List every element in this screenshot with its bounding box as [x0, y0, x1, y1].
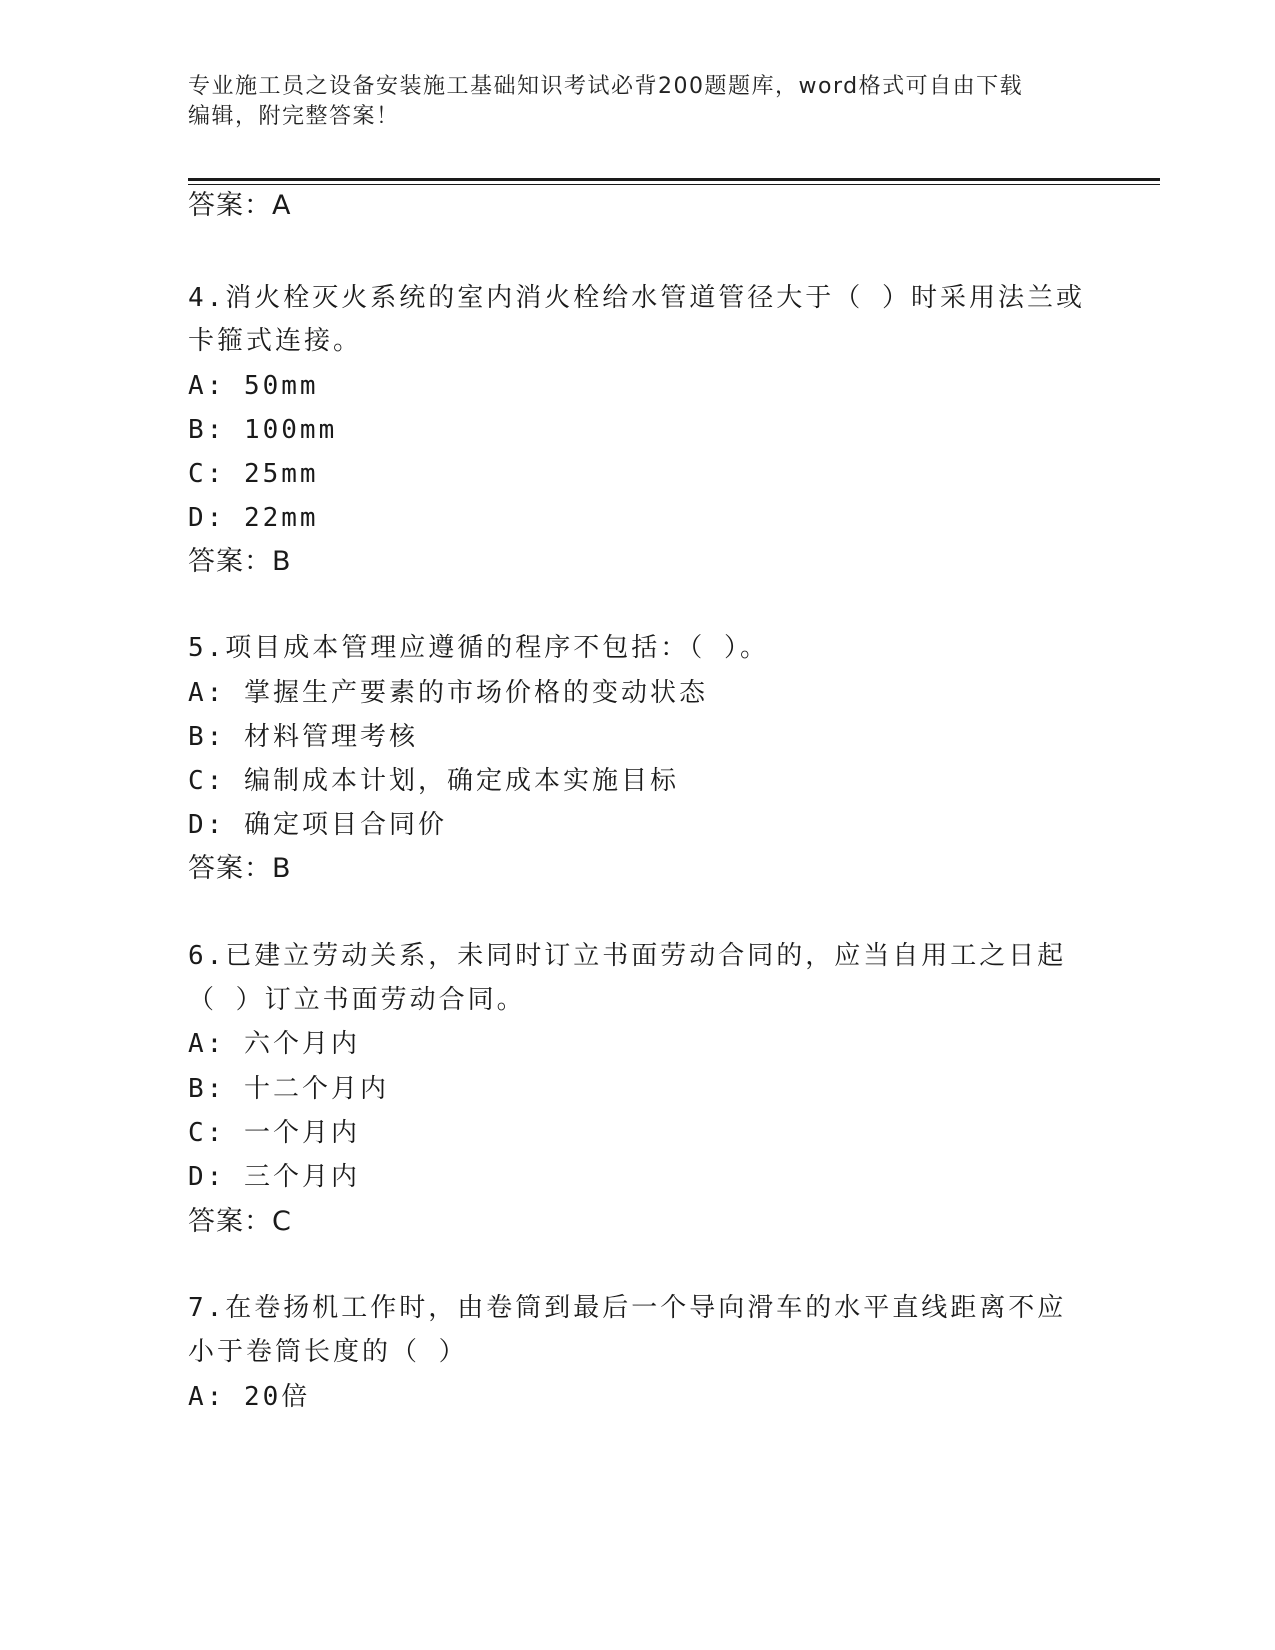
question-4-option-a: A: 50mm: [188, 371, 319, 401]
header-line-1: 专业施工员之设备安装施工基础知识考试必背200题题库，word格式可自由下载: [188, 74, 1024, 99]
question-5-option-b: B: 材料管理考核: [188, 722, 418, 752]
question-5-option-a: A: 掌握生产要素的市场价格的变动状态: [188, 678, 708, 708]
question-4-answer: 答案：B: [188, 546, 292, 577]
answer-line: 答案：A: [188, 190, 292, 221]
question-4-stem-line-2: 卡箍式连接。: [188, 326, 363, 356]
question-6-option-d: D: 三个月内: [188, 1162, 360, 1192]
question-4-stem-line-1: 4.消火栓灭火系统的室内消火栓给水管道管径大于（ ）时采用法兰或: [188, 283, 1085, 313]
header-line-2: 编辑，附完整答案！: [188, 104, 400, 129]
question-7-stem-line-2: 小于卷筒长度的（ ）: [188, 1337, 468, 1367]
question-6-answer: 答案：C: [188, 1206, 292, 1237]
document-header: [188, 72, 1088, 132]
question-4-option-d: D: 22mm: [188, 503, 319, 533]
question-6-option-a: A: 六个月内: [188, 1029, 360, 1059]
question-6-option-c: C: 一个月内: [188, 1118, 360, 1148]
question-6-stem-line-1: 6.已建立劳动关系，未同时订立书面劳动合同的，应当自用工之日起: [188, 941, 1067, 971]
header-divider: [188, 178, 1160, 181]
question-5-option-c: C: 编制成本计划，确定成本实施目标: [188, 766, 679, 796]
question-6-stem-line-2: （ ）订立书面劳动合同。: [188, 985, 526, 1015]
question-4-option-c: C: 25mm: [188, 459, 319, 489]
question-5-answer: 答案：B: [188, 853, 292, 884]
question-6-option-b: B: 十二个月内: [188, 1074, 389, 1104]
question-7-stem-line-1: 7.在卷扬机工作时，由卷筒到最后一个导向滑车的水平直线距离不应: [188, 1293, 1067, 1323]
question-5-stem-line-1: 5.项目成本管理应遵循的程序不包括：（ ）。: [188, 633, 769, 663]
question-4-option-b: B: 100mm: [188, 415, 338, 445]
question-7-option-a: A: 20倍: [188, 1382, 311, 1412]
question-5-option-d: D: 确定项目合同价: [188, 810, 447, 840]
header-divider-thin: [188, 184, 1160, 185]
